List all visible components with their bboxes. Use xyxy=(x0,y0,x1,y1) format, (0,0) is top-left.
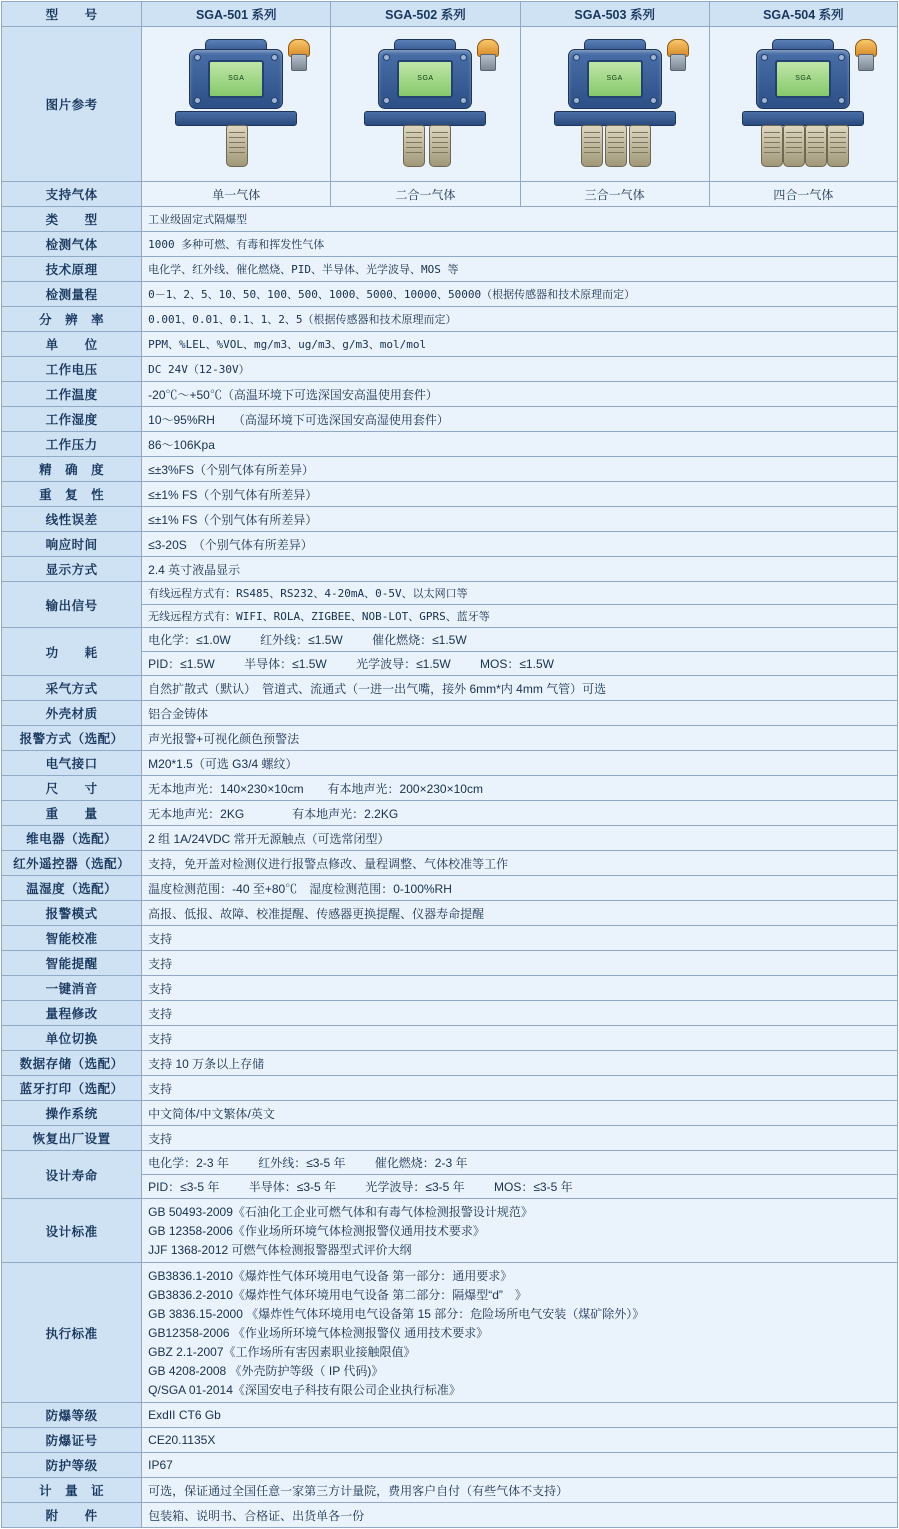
row-value-relay: 2 组 1A/24VDC 常开无源触点（可选常闭型） xyxy=(142,826,898,851)
row-label-image-reference: 图片参考 xyxy=(2,27,142,182)
row-label-range: 检测量程 xyxy=(2,282,142,307)
bolt-icon xyxy=(194,54,201,61)
bolt-icon xyxy=(761,97,768,104)
design-standard-item: JJF 1368-2012 可燃气体检测报警器型式评价大纲 xyxy=(148,1243,412,1257)
table-row-temp-humidity-option xyxy=(2,876,898,901)
row-label-relay: 维电器（选配） xyxy=(2,826,142,851)
row-value-metrology-cert: 可选，保证通过全国任意一家第三方计量院，费用客户自付（有些气体不支持） xyxy=(142,1478,898,1503)
row-value-factory-reset: 支持 xyxy=(142,1126,898,1151)
table-row-exec-standard xyxy=(2,1263,898,1403)
table-row-life-line1 xyxy=(2,1151,898,1175)
design-standard-item: GB 50493-2009《石油化工企业可燃气体和有毒气体检测报警设计规范》 xyxy=(148,1205,533,1219)
life-optical: 光学波导：≤3-5 年 xyxy=(365,1180,465,1194)
bolt-icon xyxy=(271,97,278,104)
bolt-icon xyxy=(460,97,467,104)
exec-standard-item: GB 3836.15-2000 《爆炸性气体环境用电气设备第 15 部分：危险场所电气安装（煤矿除外）》 xyxy=(148,1307,645,1321)
row-label-output: 输出信号 xyxy=(2,582,142,628)
spec-sheet xyxy=(0,1,899,1528)
row-label-detected-gas: 检测气体 xyxy=(2,232,142,257)
row-value-ir-remote: 支持，免开盖对检测仪进行报警点修改、量程调整、气体校准等工作 xyxy=(142,851,898,876)
table-row-ex-certificate xyxy=(2,1428,898,1453)
row-value-temperature: -20℃～+50℃（高温环境下可选深国安高温使用套件） xyxy=(142,382,898,407)
table-row-alarm-mode-option xyxy=(2,726,898,751)
row-label-accuracy: 精 确 度 xyxy=(2,457,142,482)
table-row-factory-reset xyxy=(2,1126,898,1151)
table-row-detected-gas xyxy=(2,232,898,257)
table-row-ir-remote xyxy=(2,851,898,876)
life-pid: PID：≤3-5 年 xyxy=(148,1180,220,1194)
row-label-smart-calibration: 智能校准 xyxy=(2,926,142,951)
row-label-sampling: 采气方式 xyxy=(2,676,142,701)
row-value-resolution: 0.001、0.01、0.1、1、2、5（根据传感器和技术原理而定） xyxy=(142,307,898,332)
gas-sensor-probe xyxy=(629,125,651,167)
row-label-housing: 外壳材质 xyxy=(2,701,142,726)
power-mos: MOS：≤1.5W xyxy=(480,657,554,671)
row-value-smart-reminder: 支持 xyxy=(142,951,898,976)
table-row-smart-reminder xyxy=(2,951,898,976)
detector-head xyxy=(189,49,283,109)
row-label-mute: 一键消音 xyxy=(2,976,142,1001)
row-label-ex-rating: 防爆等级 xyxy=(2,1403,142,1428)
row-label-type: 类 型 xyxy=(2,207,142,232)
alarm-beacon-icon xyxy=(477,39,497,69)
row-label-weight: 重 量 xyxy=(2,801,142,826)
power-electrochemical: 电化学：≤1.0W xyxy=(148,633,231,647)
bolt-icon xyxy=(271,54,278,61)
row-value-technology: 电化学、红外线、催化燃烧、PID、半导体、光学波导、MOS 等 xyxy=(142,257,898,282)
life-semiconductor: 半导体：≤3-5 年 xyxy=(248,1180,337,1194)
row-label-ip-rating: 防护等级 xyxy=(2,1453,142,1478)
power-semiconductor: 半导体：≤1.5W xyxy=(244,657,327,671)
table-row-accuracy xyxy=(2,457,898,482)
row-value-os: 中文简体/中文繁体/英文 xyxy=(142,1101,898,1126)
table-row-technology xyxy=(2,257,898,282)
row-value-output-wireless: 无线远程方式有：WIFI、ROLA、ZIGBEE、NOB-LOT、GPRS、蓝牙等 xyxy=(142,605,898,628)
gas-support-501: 单一气体 xyxy=(142,182,331,207)
row-value-range: 0－1、2、5、10、50、100、500、1000、5000、10000、50000（根据传感器和技术原理而定） xyxy=(142,282,898,307)
row-value-unit-switch: 支持 xyxy=(142,1026,898,1051)
row-label-alarm-mode-option: 报警方式（选配） xyxy=(2,726,142,751)
row-label-unit-switch: 单位切换 xyxy=(2,1026,142,1051)
life-infrared: 红外线：≤3-5 年 xyxy=(258,1156,346,1170)
row-label-repeatability: 重 复 性 xyxy=(2,482,142,507)
row-label-power: 功 耗 xyxy=(2,628,142,676)
row-label-ex-certificate: 防爆证号 xyxy=(2,1428,142,1453)
table-row-bluetooth-print xyxy=(2,1076,898,1101)
detector-head xyxy=(378,49,472,109)
row-value-detected-gas: 1000 多种可燃、有毒和挥发性气体 xyxy=(142,232,898,257)
product-image-502 xyxy=(331,27,520,182)
product-image-503 xyxy=(520,27,709,182)
bolt-icon xyxy=(573,97,580,104)
gas-sensor-probe xyxy=(761,125,783,167)
detector-screen: SGA xyxy=(775,60,831,98)
gas-sensor-probe xyxy=(429,125,451,167)
row-value-repeatability: ≤±1% FS（个别气体有所差异） xyxy=(142,482,898,507)
detector-screen: SGA xyxy=(587,60,643,98)
row-label-range-modify: 量程修改 xyxy=(2,1001,142,1026)
row-value-ex-rating: ExdII CT6 Gb xyxy=(142,1403,898,1428)
table-row-sampling xyxy=(2,676,898,701)
exec-standard-item: GB3836.2-2010《爆炸性气体环境用电气设备 第二部分：隔爆型“d” 》 xyxy=(148,1288,527,1302)
row-label-temp-humidity-option: 温湿度（选配） xyxy=(2,876,142,901)
row-label-display: 显示方式 xyxy=(2,557,142,582)
row-value-smart-calibration: 支持 xyxy=(142,926,898,951)
table-row-smart-calibration xyxy=(2,926,898,951)
row-label-smart-reminder: 智能提醒 xyxy=(2,951,142,976)
model-501: SGA-501 系列 xyxy=(142,2,331,27)
detector-manifold xyxy=(364,111,486,126)
gas-sensor-probe xyxy=(605,125,627,167)
detector-screen: SGA xyxy=(208,60,264,98)
row-label-voltage: 工作电压 xyxy=(2,357,142,382)
table-row-os xyxy=(2,1101,898,1126)
table-row-data-storage xyxy=(2,1051,898,1076)
table-row-resolution xyxy=(2,307,898,332)
life-catalytic: 催化燃烧：2-3 年 xyxy=(374,1156,468,1170)
row-value-exec-standard xyxy=(142,1263,898,1403)
gas-sensor-probe xyxy=(783,125,805,167)
life-electrochemical: 电化学：2-3 年 xyxy=(148,1156,229,1170)
product-image-504 xyxy=(709,27,897,182)
alarm-beacon-icon xyxy=(855,39,875,69)
row-label-resolution: 分 辨 率 xyxy=(2,307,142,332)
row-label-alarm-modes: 报警模式 xyxy=(2,901,142,926)
row-value-alarm-modes: 高报、低报、故障、校准提醒、传感器更换提醒、仪器寿命提醒 xyxy=(142,901,898,926)
bolt-icon xyxy=(761,54,768,61)
life-mos: MOS：≤3-5 年 xyxy=(494,1180,573,1194)
model-504: SGA-504 系列 xyxy=(709,2,897,27)
row-label-temperature: 工作温度 xyxy=(2,382,142,407)
bolt-icon xyxy=(838,54,845,61)
table-row-size xyxy=(2,776,898,801)
row-value-life-line1 xyxy=(142,1151,898,1175)
row-value-output-wired: 有线远程方式有：RS485、RS232、4-20mA、0-5V、以太网口等 xyxy=(142,582,898,605)
row-label-pressure: 工作压力 xyxy=(2,432,142,457)
detector-illustration-1 xyxy=(156,33,316,175)
table-row-mute xyxy=(2,976,898,1001)
row-label-metrology-cert: 计 量 证 xyxy=(2,1478,142,1503)
table-row-temperature xyxy=(2,382,898,407)
gas-support-502: 二合一气体 xyxy=(331,182,520,207)
table-row-metrology-cert xyxy=(2,1478,898,1503)
row-label-accessories: 附 件 xyxy=(2,1503,142,1528)
table-row-alarm-modes xyxy=(2,901,898,926)
alarm-beacon-icon xyxy=(288,39,308,69)
product-image-501 xyxy=(142,27,331,182)
row-value-voltage: DC 24V（12-30V） xyxy=(142,357,898,382)
row-value-type: 工业级固定式隔爆型 xyxy=(142,207,898,232)
bolt-icon xyxy=(838,97,845,104)
row-label-ir-remote: 红外遥控器（选配） xyxy=(2,851,142,876)
row-label-os: 操作系统 xyxy=(2,1101,142,1126)
row-label-design-life: 设计寿命 xyxy=(2,1151,142,1199)
table-row-ex-rating xyxy=(2,1403,898,1428)
gas-sensor-probe xyxy=(827,125,849,167)
table-row-pressure xyxy=(2,432,898,457)
row-value-humidity: 10～95%RH （高湿环境下可选深国安高湿使用套件） xyxy=(142,407,898,432)
detector-manifold xyxy=(742,111,864,126)
gas-sensor-probe xyxy=(581,125,603,167)
row-value-life-line2 xyxy=(142,1175,898,1199)
row-value-range-modify: 支持 xyxy=(142,1001,898,1026)
row-label-response-time: 响应时间 xyxy=(2,532,142,557)
table-row-voltage xyxy=(2,357,898,382)
detector-manifold xyxy=(175,111,297,126)
gas-support-503: 三合一气体 xyxy=(520,182,709,207)
detector-illustration-2 xyxy=(345,33,505,175)
design-standard-item: GB 12358-2006《作业场所环境气体检测报警仪通用技术要求》 xyxy=(148,1224,485,1238)
row-value-unit: PPM、%LEL、%VOL、mg/m3、ug/m3、g/m3、mol/mol xyxy=(142,332,898,357)
row-value-weight: 无本地声光：2KG 有本地声光：2.2KG xyxy=(142,801,898,826)
table-row-range xyxy=(2,282,898,307)
table-row-range-modify xyxy=(2,1001,898,1026)
row-label-linearity: 线性误差 xyxy=(2,507,142,532)
exec-standard-item: GBZ 2.1-2007《工作场所有害因素职业接触限值》 xyxy=(148,1345,416,1359)
row-value-power-line1 xyxy=(142,628,898,652)
row-label-humidity: 工作湿度 xyxy=(2,407,142,432)
power-optical: 光学波导：≤1.5W xyxy=(356,657,451,671)
row-label-design-standard: 设计标准 xyxy=(2,1199,142,1263)
table-row-power-line1 xyxy=(2,628,898,652)
table-row-images xyxy=(2,27,898,182)
row-value-pressure: 86～106Kpa xyxy=(142,432,898,457)
bolt-icon xyxy=(573,54,580,61)
row-label-electrical-interface: 电气接口 xyxy=(2,751,142,776)
row-value-alarm-mode-option: 声光报警+可视化颜色预警法 xyxy=(142,726,898,751)
row-value-size: 无本地声光：140×230×10cm 有本地声光：200×230×10cm xyxy=(142,776,898,801)
detector-illustration-3 xyxy=(535,33,695,175)
table-row-repeatability xyxy=(2,482,898,507)
row-label-technology: 技术原理 xyxy=(2,257,142,282)
exec-standard-item: GB 4208-2008 《外壳防护等级（ IP 代码)》 xyxy=(148,1364,384,1378)
power-catalytic: 催化燃烧：≤1.5W xyxy=(372,633,467,647)
gas-sensor-probe xyxy=(805,125,827,167)
power-infrared: 红外线：≤1.5W xyxy=(260,633,343,647)
row-label-exec-standard: 执行标准 xyxy=(2,1263,142,1403)
table-row-unit-switch xyxy=(2,1026,898,1051)
row-label-unit: 单 位 xyxy=(2,332,142,357)
row-value-ex-certificate: CE20.1135X xyxy=(142,1428,898,1453)
table-row-relay xyxy=(2,826,898,851)
exec-standard-item: GB3836.1-2010《爆炸性气体环境用电气设备 第一部分：通用要求》 xyxy=(148,1269,513,1283)
spec-table xyxy=(1,1,898,1528)
bolt-icon xyxy=(460,54,467,61)
exec-standard-item: GB12358-2006 《作业场所环境气体检测报警仪 通用技术要求》 xyxy=(148,1326,489,1340)
row-value-electrical-interface: M20*1.5（可选 G3/4 螺纹） xyxy=(142,751,898,776)
detector-manifold xyxy=(554,111,676,126)
row-value-design-standard xyxy=(142,1199,898,1263)
row-value-accuracy: ≤±3%FS（个别气体有所差异） xyxy=(142,457,898,482)
row-label-size: 尺 寸 xyxy=(2,776,142,801)
table-row-electrical-interface xyxy=(2,751,898,776)
row-label-model: 型 号 xyxy=(2,2,142,27)
table-row-housing xyxy=(2,701,898,726)
row-value-response-time: ≤3-20S （个别气体有所差异） xyxy=(142,532,898,557)
table-row-design-standard xyxy=(2,1199,898,1263)
row-value-data-storage: 支持 10 万条以上存储 xyxy=(142,1051,898,1076)
table-row-ip-rating xyxy=(2,1453,898,1478)
bolt-icon xyxy=(650,54,657,61)
bolt-icon xyxy=(383,54,390,61)
power-pid: PID：≤1.5W xyxy=(148,657,215,671)
bolt-icon xyxy=(194,97,201,104)
table-row-response-time xyxy=(2,532,898,557)
alarm-beacon-icon xyxy=(667,39,687,69)
row-value-linearity: ≤±1% FS（个别气体有所差异） xyxy=(142,507,898,532)
row-label-bluetooth-print: 蓝牙打印（选配） xyxy=(2,1076,142,1101)
row-value-sampling: 自然扩散式（默认） 管道式、流通式（一进一出气嘴，接外 6mm*内 4mm 气管）可选 xyxy=(142,676,898,701)
row-label-data-storage: 数据存储（选配） xyxy=(2,1051,142,1076)
gas-sensor-probe xyxy=(226,125,248,167)
row-value-display: 2.4 英寸液晶显示 xyxy=(142,557,898,582)
table-row-linearity xyxy=(2,507,898,532)
row-value-mute: 支持 xyxy=(142,976,898,1001)
detector-head xyxy=(568,49,662,109)
detector-head xyxy=(756,49,850,109)
row-label-factory-reset: 恢复出厂设置 xyxy=(2,1126,142,1151)
row-value-bluetooth-print: 支持 xyxy=(142,1076,898,1101)
table-row-output-line1 xyxy=(2,582,898,605)
row-value-temp-humidity-option: 温度检测范围：-40 至+80℃ 湿度检测范围：0-100%RH xyxy=(142,876,898,901)
detector-screen: SGA xyxy=(397,60,453,98)
table-row-model xyxy=(2,2,898,27)
row-value-housing: 铝合金铸体 xyxy=(142,701,898,726)
table-row-weight xyxy=(2,801,898,826)
table-row-gas-support xyxy=(2,182,898,207)
table-row-accessories xyxy=(2,1503,898,1528)
bolt-icon xyxy=(650,97,657,104)
row-label-gas-support: 支持气体 xyxy=(2,182,142,207)
model-502: SGA-502 系列 xyxy=(331,2,520,27)
table-row-unit xyxy=(2,332,898,357)
gas-support-504: 四合一气体 xyxy=(709,182,897,207)
row-value-power-line2 xyxy=(142,652,898,676)
exec-standard-item: Q/SGA 01-2014《深国安电子科技有限公司企业执行标准》 xyxy=(148,1383,461,1397)
bolt-icon xyxy=(383,97,390,104)
row-value-accessories: 包装箱、说明书、合格证、出货单各一份 xyxy=(142,1503,898,1528)
detector-illustration-4 xyxy=(723,33,883,175)
table-row-display xyxy=(2,557,898,582)
model-503: SGA-503 系列 xyxy=(520,2,709,27)
row-value-ip-rating: IP67 xyxy=(142,1453,898,1478)
gas-sensor-probe xyxy=(403,125,425,167)
table-row-type xyxy=(2,207,898,232)
table-row-humidity xyxy=(2,407,898,432)
